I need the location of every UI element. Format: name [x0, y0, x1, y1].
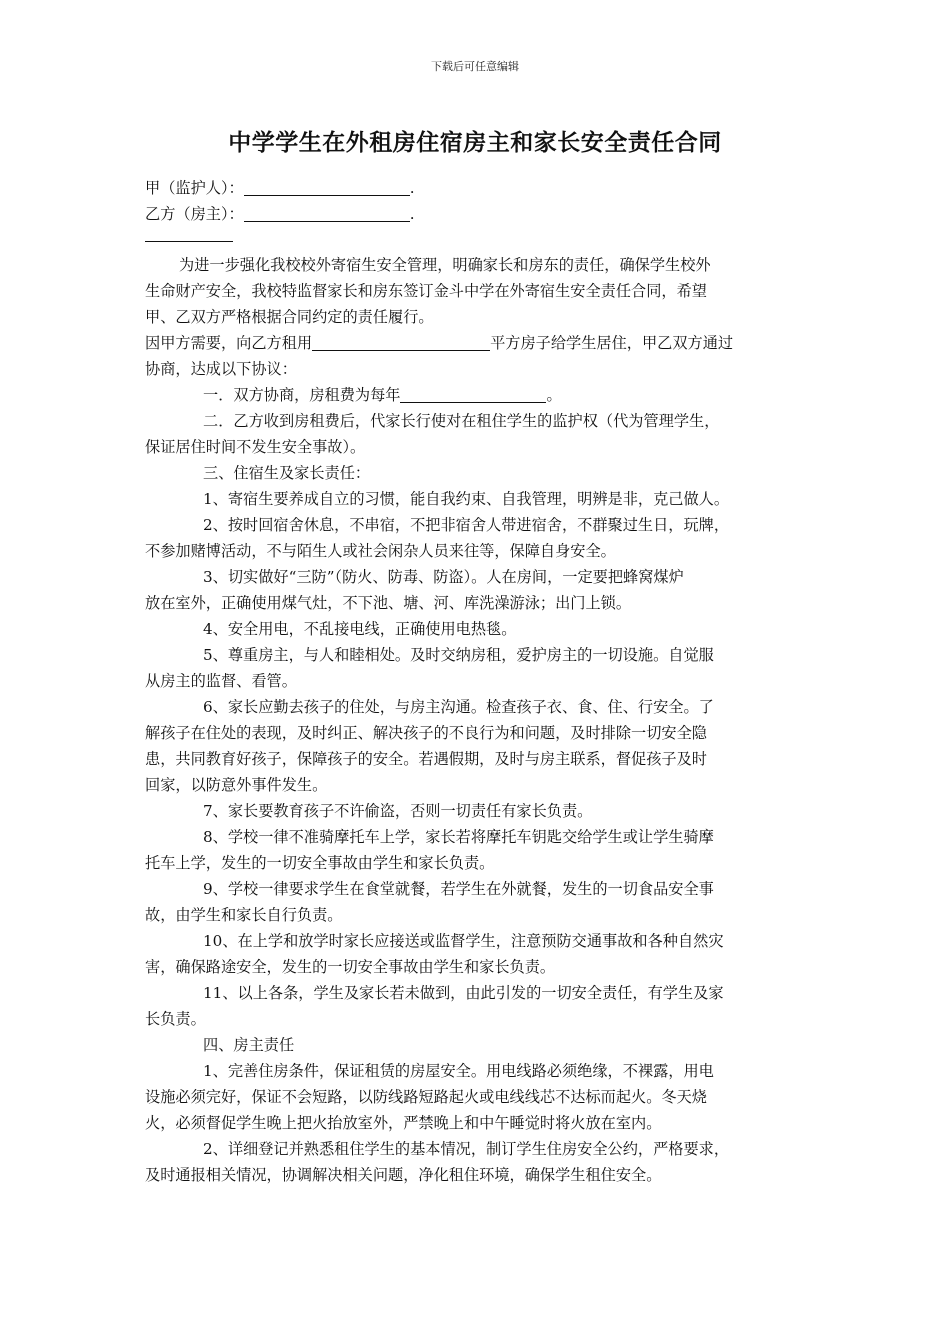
clause-3-heading: 三、住宿生及家长责任： [203, 464, 371, 482]
student-item: 4、安全用电，不乱接电线，正确使用电热毯。 [203, 620, 517, 638]
student-item-cont: 从房主的监督、看管。 [145, 672, 297, 690]
intro-line: 协商，达成以下协议： [145, 360, 297, 378]
landlord-item: 2、详细登记并熟悉租住学生的基本情况，制订学生住房安全公约，严格要求， [203, 1140, 730, 1158]
contract-body [145, 175, 808, 1188]
party-a-blank [244, 179, 410, 196]
header-note: 下载后可任意编辑 [431, 60, 519, 73]
student-item: 10、在上学和放学时家长应接送或监督学生，注意预防交通事故和各种自然灾 [203, 932, 724, 950]
student-item: 2、按时回宿舍休息，不串宿，不把非宿舍人带进宿舍，不群聚过生日，玩牌， [203, 516, 730, 534]
student-item-cont: 故，由学生和家长自行负责。 [145, 906, 343, 924]
student-item: 8、学校一律不准骑摩托车上学，家长若将摩托车钥匙交给学生或让学生骑摩 [203, 828, 714, 846]
page-title: 中学学生在外租房住宿房主和家长安全责任合同 [228, 130, 722, 156]
student-item: 11、以上各条，学生及家长若未做到，由此引发的一切安全责任，有学生及家 [203, 984, 724, 1002]
clause-1 [145, 382, 808, 408]
student-item-cont: 患，共同教育好孩子，保障孩子的安全。若遇假期，及时与房主联系，督促孩子及时 [145, 750, 707, 768]
party-a-label: 甲（监护人）： [145, 179, 244, 197]
clause-1-end: 。 [546, 386, 562, 404]
student-item-cont: 长负责。 [145, 1010, 206, 1028]
student-item-cont: 托车上学，发生的一切安全事故由学生和家长负责。 [145, 854, 495, 872]
rent-area-text: 因甲方需要，向乙方租用 [145, 334, 313, 352]
party-b-blank [244, 205, 410, 222]
rent-fee-blank [400, 386, 546, 403]
student-item: 9、学校一律要求学生在食堂就餐，若学生在外就餐，发生的一切食品安全事 [203, 880, 714, 898]
landlord-item-cont: 设施必须完好，保证不会短路，以防线路短路起火或电线线芯不达标而起火。冬天烧 [145, 1088, 707, 1106]
party-a-line [145, 175, 808, 201]
party-b-end: . [409, 205, 415, 223]
student-item-cont: 放在室外，正确使用煤气灶，不下池、塘、河、库洗澡游泳；出门上锁。 [145, 594, 631, 612]
student-item-cont: 解孩子在住处的表现，及时纠正、解决孩子的不良行为和问题，及时排除一切安全隐 [145, 724, 707, 742]
student-item-cont: 回家，以防意外事件发生。 [145, 776, 328, 794]
rent-area-blank [312, 334, 490, 351]
party-b-label: 乙方（房主）： [145, 205, 244, 223]
landlord-heading: 四、房主责任 [203, 1036, 295, 1054]
intro-line: 为进一步强化我校校外寄宿生安全管理，明确家长和房东的责任，确保学生校外 [179, 256, 711, 274]
separator-line [145, 227, 233, 242]
student-item: 6、家长应勤去孩子的住处，与房主沟通。检查孩子衣、食、住、行安全。了 [203, 698, 714, 716]
student-item: 5、尊重房主，与人和睦相处。及时交纳房租，爱护房主的一切设施。自觉服 [203, 646, 714, 664]
clause-2-cont: 保证居住时间不发生安全事故）。 [145, 438, 366, 456]
student-item-cont: 害，确保路途安全，发生的一切安全事故由学生和家长负责。 [145, 958, 556, 976]
rent-area-text-2: 平方房子给学生居住，甲乙双方通过 [490, 334, 734, 352]
rent-area-line [145, 330, 808, 356]
student-item: 3、切实做好“三防”（防火、防毒、防盗）。人在房间，一定要把蜂窝煤炉 [203, 568, 684, 586]
landlord-item: 1、完善住房条件，保证租赁的房屋安全。用电线路必须绝缘，不裸露，用电 [203, 1062, 714, 1080]
party-b-line [145, 201, 808, 227]
student-item-cont: 不参加赌博活动，不与陌生人或社会闲杂人员来往等，保障自身安全。 [145, 542, 616, 560]
landlord-item-cont: 火，必须督促学生晚上把火抬放室外，严禁晚上和中午睡觉时将火放在室内。 [145, 1114, 662, 1132]
student-item: 1、寄宿生要养成自立的习惯，能自我约束、自我管理，明辨是非，克己做人。 [203, 490, 730, 508]
party-a-end: . [409, 179, 415, 197]
landlord-item-cont: 及时通报相关情况，协调解决相关问题，净化租住环境，确保学生租住安全。 [145, 1166, 662, 1184]
intro-line: 甲、乙双方严格根据合同约定的责任履行。 [145, 308, 434, 326]
student-item: 7、家长要教育孩子不许偷盗，否则一切责任有家长负责。 [203, 802, 593, 820]
clause-1-text: 一．双方协商，房租费为每年 [203, 386, 401, 404]
clause-2: 二．乙方收到房租费后，代家长行使对在租住学生的监护权（代为管理学生， [203, 412, 720, 430]
intro-line: 生命财产安全，我校特监督家长和房东签订金斗中学在外寄宿生安全责任合同，希望 [145, 282, 707, 300]
